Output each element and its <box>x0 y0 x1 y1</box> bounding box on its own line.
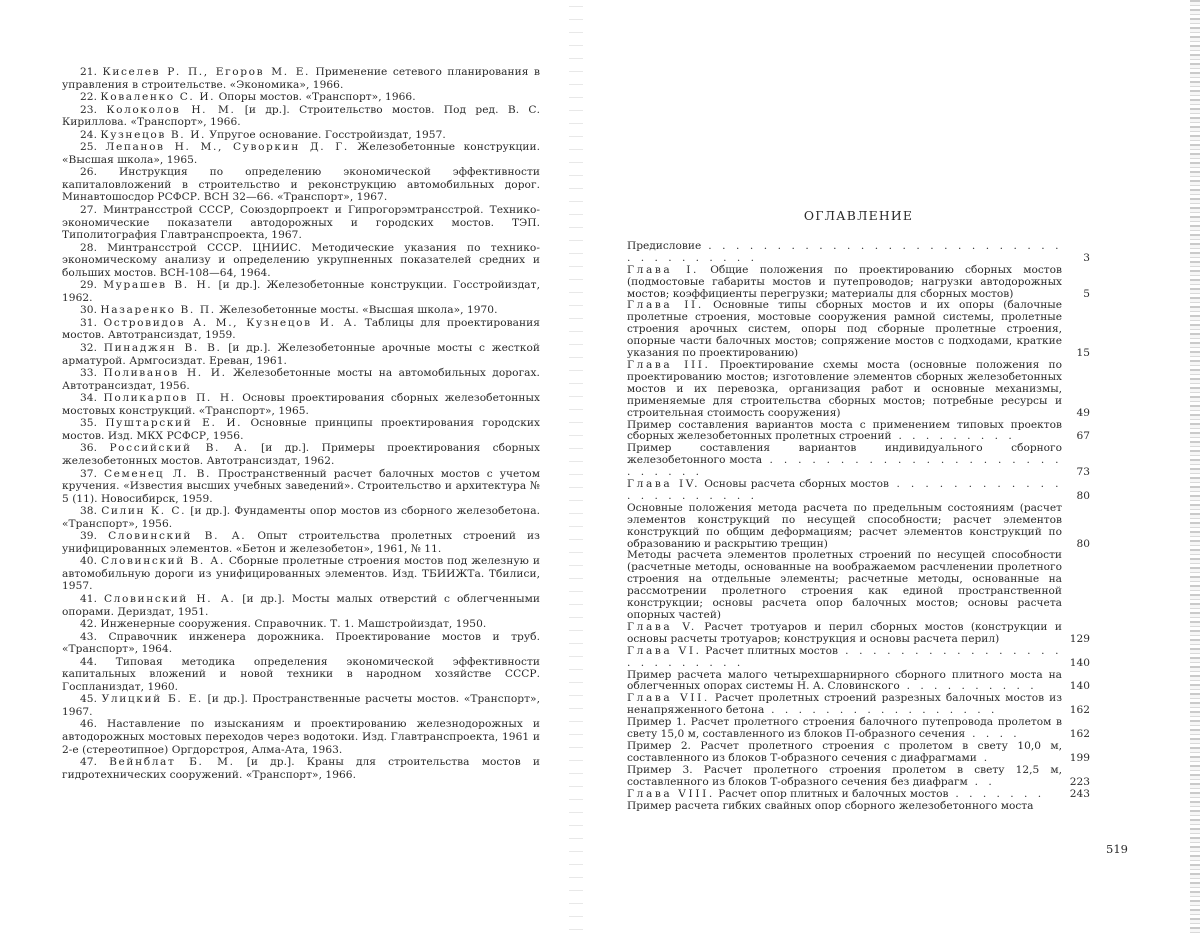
toc-entry: Глава V. Расчет тротуаров и перил сборных мостов (конструкции и основы расчеты тротуаров; конструкция и основы расчета перил) 129 <box>627 620 1090 645</box>
toc-page-number: 49 <box>1076 406 1090 419</box>
reference-entry: 26. Инструкция по определению экономической эффективности капиталовложений в строительство и реконструкцию автомобильных дорог. Минавтошосдор РСФСР. ВСН 32—66. «Транспорт», 1967. <box>62 166 540 204</box>
reference-entry: 33. Поливанов Н. И. Железобетонные мосты на автомобильных дорогах. Автотрансиздат, 1956. <box>62 367 540 392</box>
page-gutter <box>569 0 583 933</box>
reference-entry: 27. Минтрансстрой СССР, Союздорпроект и Гипрогорэмтрансстрой. Технико-экономические показатели автодорожных и городских мостов. ТЭП. Типолитография Главтранспроекта, 1967. <box>62 204 541 242</box>
toc-page-number: 3 <box>1083 251 1090 264</box>
dot-leader: . . . . . . . . . . . . . . . . . . . . . . <box>627 478 1062 502</box>
dot-leader: . . . . . . . <box>948 787 1045 800</box>
toc-entry: Глава VII. Расчет пролетных строений разрезных балочных мостов из ненапряженного бетона . . . . . . . . . . . . . . . . . 162 <box>627 692 1090 717</box>
toc-page-number: 15 <box>1076 347 1090 360</box>
reference-entry: 39. Словинский В. А. Опыт строительства пролетных строений из унифицированных элементов. «Бетон и железобетон», 1961, № 11. <box>62 530 540 555</box>
chapter-label: Глава VII. <box>627 692 710 705</box>
dot-leader: . . . . . . . . . <box>891 430 1016 443</box>
dot-leader: . . . . . . . . . . . . . . . . . . . . . . . . . <box>627 644 1063 669</box>
toc-page-number: 129 <box>1069 632 1090 645</box>
reference-entry: 37. Семенец Л. В. Пространственный расчет балочных мостов с учетом кручения. «Известия высших учебных заведений». Строительство и архитектура № 5 (11). Новосибирск, 1959. <box>62 467 540 505</box>
reference-entry: 22. Коваленко С. И. Опоры мостов. «Транспорт», 1966. <box>80 91 416 104</box>
chapter-label: Глава VI. <box>627 644 702 657</box>
toc-entry: Пример составления вариантов индивидуального сборного железобетонного моста . . . . . . . . . . . . . . . . . . . . . . . . . . . 73 <box>627 442 1090 479</box>
dot-leader: . . . . <box>965 728 1021 741</box>
dot-leader: . . . . . . . . . . . . . . . . . <box>764 704 998 717</box>
toc-entry: Пример расчета малого четырехшарнирного сборного плитного моста на облегченных опорах системы Н. А. Словинского . . . . . . . . . . 140 <box>627 668 1090 693</box>
chapter-label: Глава III. <box>627 358 711 371</box>
toc-entry: Предисловие . . . . . . . . . . . . . . . . . . . . . . . . . . . . . . . . . . . . 3 <box>627 239 1090 264</box>
reference-entry: 38. Силин К. С. [и др.]. Фундаменты опор мостов из сборного железобетона. «Транспорт», 1956. <box>62 505 540 530</box>
toc-entry: Пример 3. Расчет пролетного строения пролетом в свету 12,5 м, составленного из блоков Т-образного сечения без диафрагм . . 223 <box>627 763 1090 788</box>
reference-entry: 34. Поликарпов П. Н. Основы проектирования сборных железобетонных мостовых конструкций. «Транспорт», 1965. <box>62 392 540 417</box>
dot-leader: . . <box>967 775 996 788</box>
toc-entry: Глава VIII. Расчет опор плитных и балочных мостов . . . . . . . 243 <box>627 787 1090 800</box>
toc-entry: Пример 1. Расчет пролетного строения балочного путепровода пролетом в свету 15,0 м, составленного из блоков П-образного сечения . . . . 162 <box>627 716 1090 741</box>
toc-page-number: 73 <box>1076 466 1090 479</box>
toc-page-number: 67 <box>1076 430 1090 443</box>
toc-page-number: 5 <box>1083 287 1090 300</box>
reference-entry: 32. Пинаджян В. В. [и др.]. Железобетонные арочные мосты с жесткой арматурой. Армгосиздат. Ереван, 1961. <box>62 342 540 367</box>
reference-entry: 23. Колоколов Н. М. [и др.]. Строительство мостов. Под ред. В. С. Кириллова. «Транспорт», 1966. <box>62 103 541 129</box>
reference-entry: 42. Инженерные сооружения. Справочник. Т. 1. Машстройиздат, 1950. <box>80 618 487 631</box>
reference-entry: 24. Кузнецов В. И. Упругое основание. Госстройиздат, 1957. <box>80 128 446 141</box>
chapter-label: Глава II. <box>627 299 704 312</box>
toc-page-number: 162 <box>1069 728 1090 741</box>
reference-entry: 35. Пуштарский Е. И. Основные принципы проектирования городских мостов. Изд. МКХ РСФСР, 1956. <box>62 417 540 442</box>
reference-entry: 46. Наставление по изысканиям и проектированию железнодорожных и автодорожных мостовых переходов через водотоки. Изд. Главтранспроекта, 1961 и 2-е (стереотипное) Оргдорстроя, Алма-Ата, 1963. <box>62 718 540 756</box>
toc-page-number: 199 <box>1069 751 1090 764</box>
contents-page <box>627 210 1090 812</box>
contents-title: ОГЛАВЛЕНИЕ <box>803 208 914 223</box>
toc-entry: Основные положения метода расчета по предельным состояниям (расчет элементов конструкций по несущей способности; расчет элементов конструкций по общим деформациям; расчет элементов конструкций по образованию и раскрытию трещин) 80 <box>627 501 1090 550</box>
toc-page-number: 80 <box>1076 489 1090 502</box>
reference-entry: 40. Словинский В. А. Сборные пролетные строения мостов под железную и автомобильную дороги из унифицированных элементов. Изд. ТБИИЖТа. Тбилиси, 1957. <box>62 555 540 593</box>
toc-entry: Глава IV. Основы расчета сборных мостов . . . . . . . . . . . . . . . . . . . . . . 80 <box>627 478 1090 502</box>
reference-entry: 28. Минтрансстрой СССР. ЦНИИС. Методические указания по технико-экономическому анализу и определению укрупненных показателей средних и больших мостов. ВСН-108—64, 1964. <box>62 241 540 279</box>
folio-number: 519 <box>1106 842 1128 856</box>
dot-leader: . . . . . . . . . . . . . . . . . . . . . . . . . . . . . . . . . . . . <box>627 239 1062 264</box>
reference-entry: 36. Российский В. А. [и др.]. Примеры проектирования сборных железобетонных мостов. Автотрансиздат, 1962. <box>62 442 540 467</box>
reference-entry: 43. Справочник инженера дорожника. Проектирование мостов и труб. «Транспорт», 1964. <box>62 630 541 656</box>
toc-entry: Пример 2. Расчет пролетного строения с пролетом в свету 10,0 м, составленного из блоков Т-образного сечения с диафрагмами . 199 <box>627 739 1090 764</box>
reference-entry: 31. Островидов А. М., Кузнецов И. А. Таблицы для проектирования мостов. Автотрансиздат, 1959. <box>62 316 540 342</box>
toc-page-number: 80 <box>1076 537 1090 550</box>
toc-entry: Глава III. Проектирование схемы моста (основные положения по проектированию мостов; изготовление элементов сборных железобетонных мостов и их перевозка, организация работ и основные механизмы, применяемые для строительства сборных мостов; потребные ресурсы и строительная стоимость сооружения) 49 <box>627 358 1090 419</box>
toc-entry: Глава I. Общие положения по проектированию сборных мостов (подмостовые габариты мостов и путепроводов; нагрузки автодорожных мостов; коэффициенты перегрузки; материалы для сборных мостов) 5 <box>627 263 1090 300</box>
reference-entry: 29. Мурашев В. Н. [и др.]. Железобетонные конструкции. Госстройиздат, 1962. <box>62 279 540 304</box>
dot-leader: . . . . . . . . . . . . . . . . . . . . . . . . . . . <box>627 454 1062 479</box>
chapter-label: Глава V. <box>627 620 697 633</box>
toc-page-number: 162 <box>1069 704 1090 717</box>
reference-entry: 30. Назаренко В. П. Железобетонные мосты. «Высшая школа», 1970. <box>80 304 498 317</box>
reference-entry: 47. Вейнблат Б. М. [и др.]. Краны для строительства мостов и гидротехнических сооружений. «Транспорт», 1966. <box>62 756 541 781</box>
chapter-label: Глава I. <box>627 263 699 276</box>
toc-page-number: 223 <box>1069 775 1090 788</box>
chapter-label: Глава VIII. <box>627 787 715 800</box>
toc-page-number: 140 <box>1069 656 1090 669</box>
toc-entry: Глава II. Основные типы сборных мостов и их опоры (балочные пролетные строения, мостовые сооружения рамной системы, пролетные строения арочных систем, опоры под сборные пролетные строения, опорные части балочных мостов; сопряжение мостов с подходами, краткие указания по проектированию) 15 <box>627 299 1090 360</box>
page-edge <box>1190 0 1200 933</box>
reference-entry: 21. Киселев Р. П., Егоров М. Е. Применение сетевого планирования в управления в строительстве. «Экономика», 1966. <box>62 66 540 91</box>
bibliography-page <box>62 66 540 781</box>
reference-entry: 25. Лепанов Н. М., Суворкин Д. Г. Железобетонные конструкции. «Высшая школа», 1965. <box>62 141 540 166</box>
dot-leader: . <box>976 751 991 764</box>
chapter-label: Глава IV. <box>627 478 701 491</box>
toc-entry: Методы расчета элементов пролетных строений по несущей способности (расчетные методы, основанные на воображаемом расчленении пролетного строения на отдельные элементы; расчетные методы, основанные на рассмотрении пролетного строения как единой пространственной конструкции; основы расчета опор балочных мостов; основы расчета опорных частей) <box>627 549 1062 621</box>
dot-leader: . . . . . . . . . . <box>899 680 1038 693</box>
toc-page-number: 140 <box>1069 680 1090 693</box>
toc-entry: Пример составления вариантов моста с применением типовых проектов сборных железобетонных пролетных строений . . . . . . . . . 67 <box>627 418 1090 443</box>
reference-entry: 44. Типовая методика определения экономической эффективности капитальных вложений и новой техники в народном хозяйстве СССР. Госпланиздат, 1960. <box>62 655 540 693</box>
toc-entry: Пример расчета гибких свайных опор сборного железобетонного моста <box>627 799 1034 812</box>
toc-entry: Глава VI. Расчет плитных мостов . . . . . . . . . . . . . . . . . . . . . . . . . 140 <box>627 644 1090 669</box>
reference-entry: 45. Улицкий Б. Е. [и др.]. Пространственные расчеты мостов. «Транспорт», 1967. <box>62 693 540 718</box>
toc-page-number: 243 <box>1069 787 1090 800</box>
reference-entry: 41. Словинский Н. А. [и др.]. Мосты малых отверстий с облегченными опорами. Дериздат, 1951. <box>62 592 540 618</box>
